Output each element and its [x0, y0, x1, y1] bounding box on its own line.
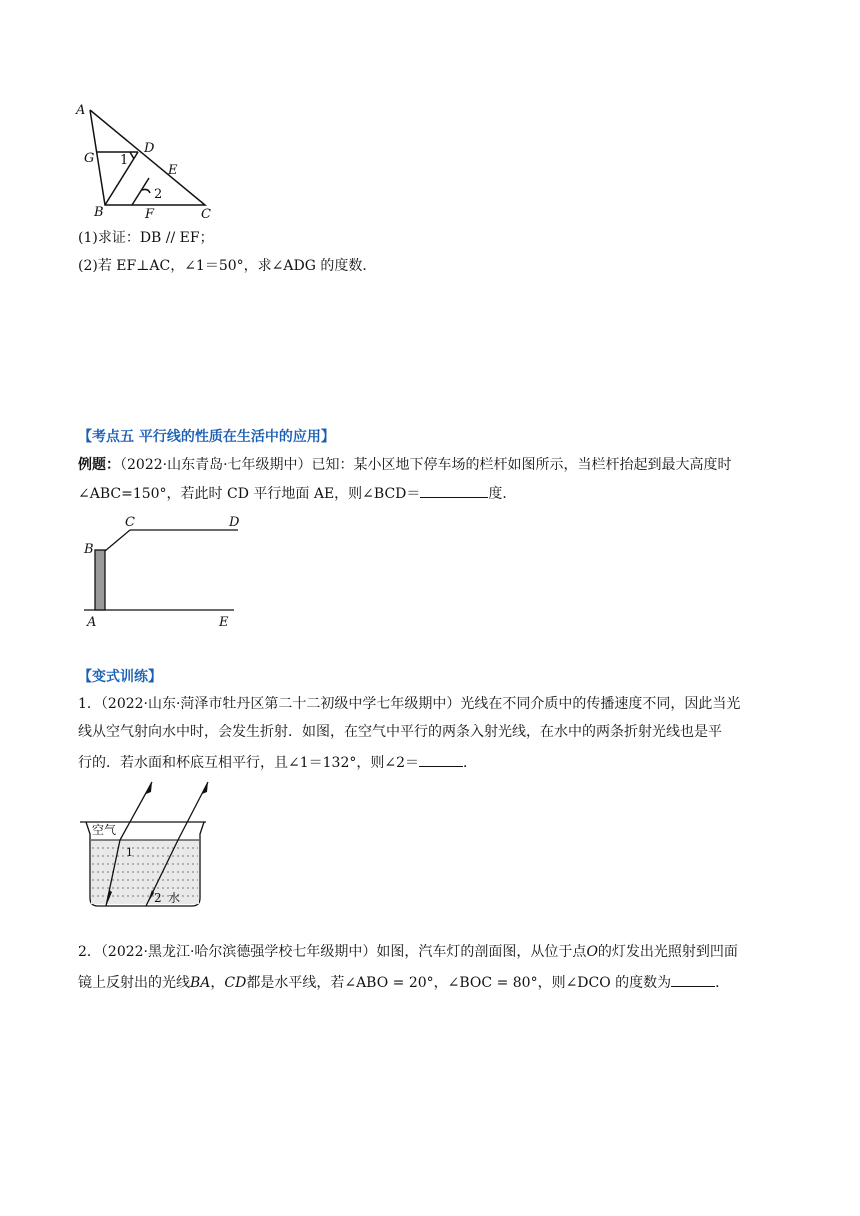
- segment-ef: [132, 178, 149, 205]
- barrier-post: [95, 550, 105, 610]
- problem-2-text-2c: ．: [715, 975, 730, 991]
- label-angle-2-beaker: 2: [154, 891, 162, 905]
- line-cd: CD: [224, 975, 247, 991]
- label-angle-2: 2: [154, 187, 163, 202]
- example-line-2: [78, 483, 516, 504]
- answer-blank-bcd[interactable]: [420, 483, 488, 498]
- label-e2: E: [219, 615, 229, 630]
- label-g: G: [84, 151, 95, 166]
- answer-blank-angle2[interactable]: [419, 752, 463, 767]
- beaker-figure: [76, 780, 216, 910]
- comma: ，: [210, 975, 225, 991]
- label-b: B: [94, 205, 104, 220]
- problem-2-text-2b: 都是水平线，若∠ABO = 20°，∠BOC = 80°，则∠DCO 的度数为: [246, 975, 672, 991]
- problem-2-line-1: [78, 942, 738, 962]
- question-2: (2)若 EF⊥AC，∠1＝50°，求∠ADG 的度数．: [78, 258, 377, 274]
- section-heading-5: 【考点五 平行线的性质在生活中的应用】: [78, 429, 335, 445]
- problem-2-text-2a: 镜上反射出的光线: [78, 975, 190, 991]
- segment-bc: [105, 530, 130, 551]
- label-angle-1: 1: [120, 153, 129, 168]
- example-line-1: [78, 455, 732, 475]
- problem-1-text-3b: ．: [463, 755, 477, 771]
- label-angle-1-beaker: 1: [126, 846, 133, 859]
- label-c: C: [201, 207, 211, 220]
- line-ba: BA: [190, 975, 211, 991]
- problem-1-line-3: [78, 752, 477, 773]
- problem-1-line-2: 线从空气射向水中时，会发生折射．如图，在空气中平行的两条入射光线，在水中的两条折射光线也是平: [78, 724, 722, 740]
- label-water: 水: [168, 891, 181, 905]
- example-text-2a: ∠ABC=150°，若此时 CD 平行地面 AE，则∠BCD＝: [78, 486, 421, 502]
- label-e: E: [168, 163, 178, 178]
- triangle-figure: [70, 100, 230, 220]
- answer-blank-dco[interactable]: [671, 972, 715, 987]
- problem-2-line-2: [78, 972, 729, 993]
- example-text-2b: 度．: [488, 486, 517, 502]
- arrow-left-top: [146, 782, 152, 794]
- label-d: D: [144, 141, 155, 156]
- point-o: O: [586, 944, 598, 960]
- label-d2: D: [229, 515, 240, 530]
- label-f: F: [145, 207, 155, 220]
- label-air: 空气: [92, 823, 117, 837]
- label-b2: B: [84, 542, 94, 557]
- label-a2: A: [87, 615, 97, 630]
- problem-2-text-1a: 2．（2022·黑龙江·哈尔滨德强学校七年级期中）如图，汽车灯的剖面图，从位于点: [78, 944, 587, 960]
- problem-2-text-1b: 的灯发出光照射到凹面: [597, 944, 738, 960]
- problem-1-text-3a: 行的．若水面和杯底互相平行，且∠1＝132°，则∠2＝: [78, 755, 419, 771]
- example-text-1: （2022·山东青岛·七年级期中）已知：某小区地下停车场的栏杆如图所示，当栏杆抬起到最大高度时: [120, 457, 732, 473]
- example-label: 例题：: [78, 457, 120, 473]
- problem-1-line-1: 1．（2022·山东·菏泽市牡丹区第二十二初级中学七年级期中）光线在不同介质中的传播速度不同，因此当光: [78, 696, 741, 712]
- section-heading-variant: 【变式训练】: [78, 669, 162, 685]
- angle-1-mark: [130, 152, 134, 159]
- barrier-figure: [78, 512, 253, 632]
- label-c2: C: [125, 515, 135, 530]
- label-a: A: [76, 103, 86, 118]
- angle-2-mark: [142, 189, 150, 193]
- arrow-right-top: [202, 782, 208, 794]
- question-1: (1)求证：DB // EF；: [78, 230, 214, 246]
